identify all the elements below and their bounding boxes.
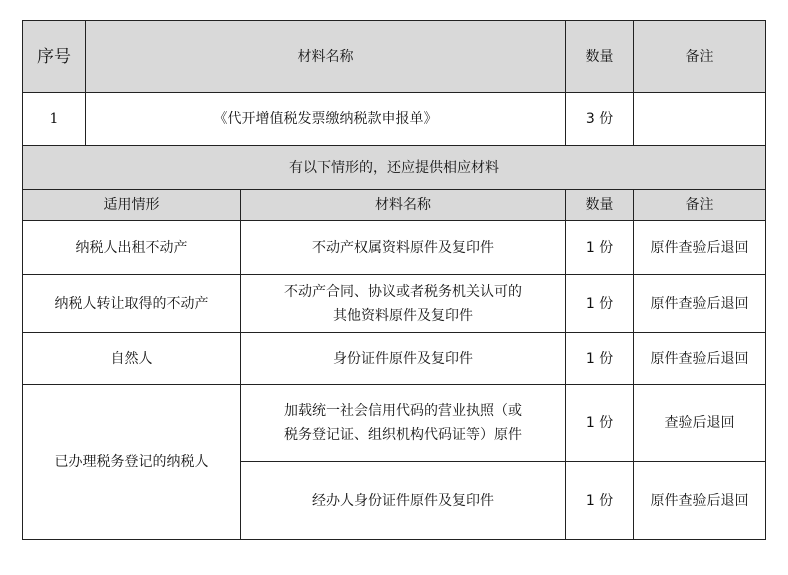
subheader-material-name: 材料名称 [241, 190, 566, 221]
note-cell: 原件查验后退回 [634, 275, 766, 333]
case-cell: 自然人 [23, 333, 241, 385]
material-cell: 经办人身份证件原件及复印件 [241, 462, 566, 540]
section-title: 有以下情形的，还应提供相应材料 [23, 146, 766, 190]
note-cell: 原件查验后退回 [634, 462, 766, 540]
quantity-cell: 1 份 [566, 221, 634, 275]
quantity-cell: 1 份 [566, 385, 634, 462]
header-material-name: 材料名称 [86, 21, 566, 93]
materials-table [22, 20, 766, 540]
header-note: 备注 [634, 21, 766, 93]
material-cell: 不动产权属资料原件及复印件 [241, 221, 566, 275]
quantity-cell: 1 份 [566, 275, 634, 333]
material-cell [241, 385, 566, 462]
subheader-quantity: 数量 [566, 190, 634, 221]
note-cell: 查验后退回 [634, 385, 766, 462]
case-cell: 纳税人转让取得的不动产 [23, 275, 241, 333]
material-line: 加载统一社会信用代码的营业执照（或 [284, 403, 522, 419]
material-cell: 身份证件原件及复印件 [241, 333, 566, 385]
case-cell: 已办理税务登记的纳税人 [23, 385, 241, 540]
quantity-cell: 1 份 [566, 462, 634, 540]
quantity-cell: 1 份 [566, 333, 634, 385]
material-cell [241, 275, 566, 333]
header-quantity: 数量 [566, 21, 634, 93]
subheader-note: 备注 [634, 190, 766, 221]
case-cell: 纳税人出租不动产 [23, 221, 241, 275]
material-line: 税务登记证、组织机构代码证等）原件 [284, 427, 522, 443]
subheader-case: 适用情形 [23, 190, 241, 221]
note-cell: 原件查验后退回 [634, 221, 766, 275]
subheader-row [23, 190, 766, 221]
item-material-name: 《代开增值税发票缴纳税款申报单》 [86, 93, 566, 146]
header-row [23, 21, 766, 93]
item-note [634, 93, 766, 146]
table-row [23, 275, 766, 333]
table-row [23, 385, 766, 462]
header-seq: 序号 [23, 21, 86, 93]
table-row [23, 333, 766, 385]
note-cell: 原件查验后退回 [634, 333, 766, 385]
material-line: 其他资料原件及复印件 [333, 307, 473, 324]
section-row [23, 146, 766, 190]
table-row [23, 93, 766, 146]
table-row [23, 221, 766, 275]
item-quantity: 3 份 [566, 93, 634, 146]
item-seq: 1 [23, 93, 86, 146]
material-line: 不动产合同、协议或者税务机关认可的 [284, 283, 522, 300]
